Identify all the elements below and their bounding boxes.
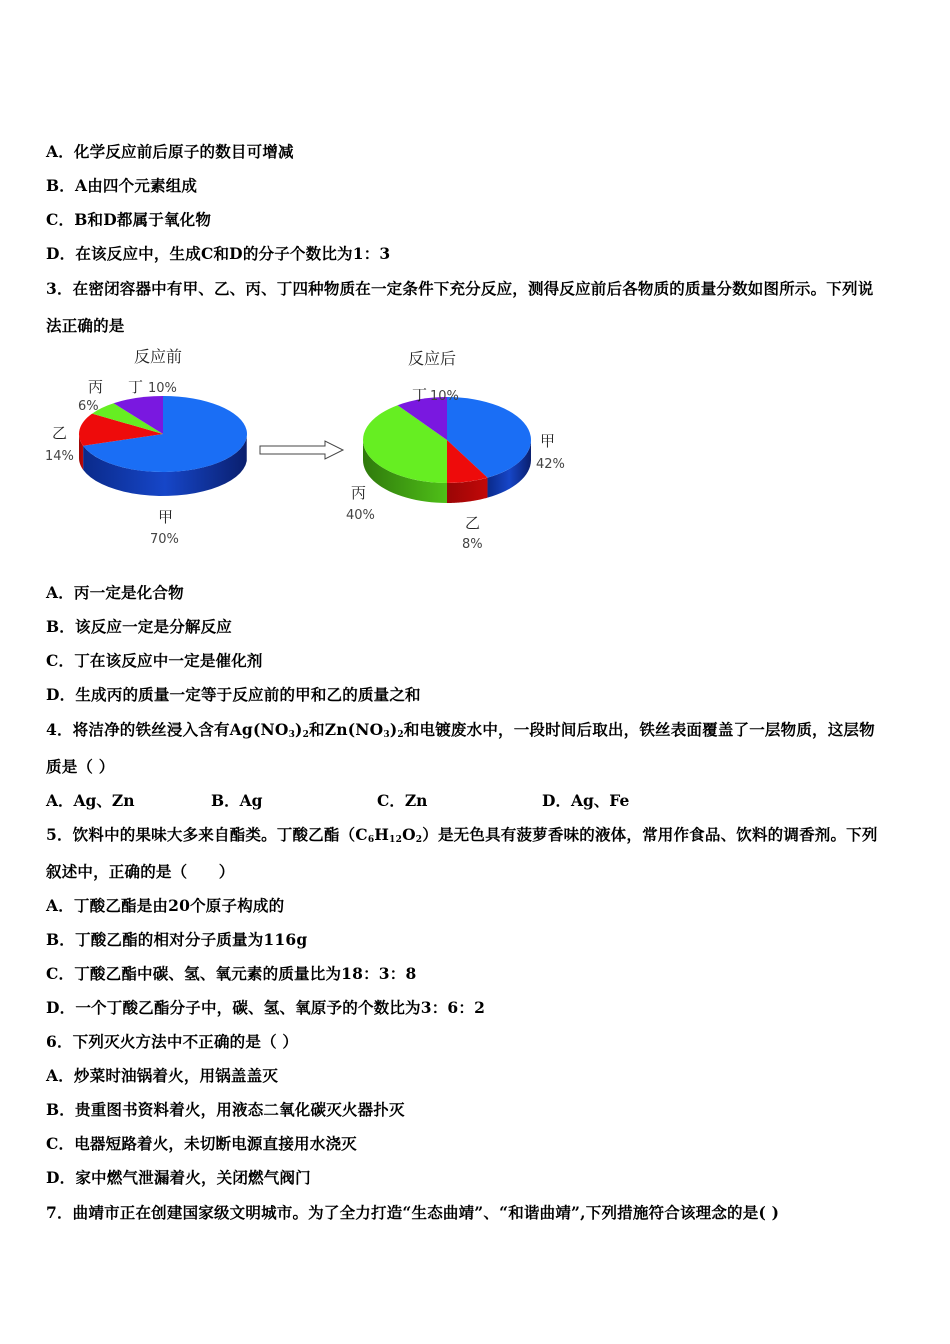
- q3-option-a: A．丙一定是化合物: [46, 583, 184, 602]
- pie-after-value-yi: 8%: [462, 537, 483, 552]
- q4-stem-line2: 质是（ ）: [46, 757, 115, 776]
- q7-stem: 7．曲靖市正在创建国家级文明城市。为了全力打造“生态曲靖”、“和谐曲靖”,下列措施符合该理念的是( ): [46, 1203, 780, 1222]
- q4-option-d: D．Ag、Fe: [542, 791, 630, 810]
- pie-before-value-bing: 6%: [78, 399, 99, 414]
- q6-option-d: D．家中燃气泄漏着火，关闭燃气阀门: [46, 1168, 311, 1187]
- pie-after-value-ding: 10%: [430, 389, 459, 404]
- q2-option-b: B．A由四个元素组成: [46, 176, 198, 195]
- q6-option-b: B．贵重图书资料着火，用液态二氧化碳灭火器扑灭: [46, 1100, 405, 1119]
- pie-before-label-bing: 丙: [88, 378, 104, 396]
- pie-after-label-bing: 丙: [351, 484, 367, 502]
- q4-option-a: A．Ag、Zn: [46, 791, 135, 810]
- q4-stem-line1: 4．将洁净的铁丝浸入含有$Ag(NO_3)_2$和$Zn(NO_3)_2$和电镀废水中，一段时间后取出，铁丝表面覆盖了一层物质，这层物: [46, 720, 875, 740]
- pie-after-label-jia: 甲: [540, 432, 556, 450]
- q2-option-c: C．B和D都属于氧化物: [46, 210, 212, 229]
- arrow-icon: [260, 441, 343, 459]
- pie-before-value-ding: 10%: [148, 381, 177, 396]
- q6-option-c: C．电器短路着火，未切断电源直接用水浇灭: [46, 1134, 357, 1153]
- pie-after-label-yi: 乙: [465, 514, 481, 532]
- pie-after-slices: [363, 397, 531, 483]
- q2-option-a: A．化学反应前后原子的数目可增减: [46, 142, 294, 161]
- pie-after-title: 反应后: [407, 349, 457, 368]
- q3-option-c: C．丁在该反应中一定是催化剂: [46, 651, 263, 670]
- pie-before-label-jia: 甲: [158, 508, 174, 526]
- pie-before-value-jia: 70%: [150, 532, 179, 547]
- q4-option-c: C．Zn: [377, 791, 428, 810]
- q6-stem: 6．下列灭火方法中不正确的是（ ）: [46, 1032, 299, 1051]
- pie-before-value-yi: 14%: [45, 449, 74, 464]
- pie-after-value-jia: 42%: [536, 457, 565, 472]
- pie-after-value-bing: 40%: [346, 508, 375, 523]
- q3-stem-line2: 法正确的是: [46, 316, 125, 335]
- q5-option-c: C．丁酸乙酯中碳、氢、氧元素的质量比为18：3：8: [46, 964, 417, 983]
- q5-option-d: D．一个丁酸乙酯分子中，碳、氢、氧原予的个数比为3：6：2: [46, 998, 486, 1017]
- q3-option-d: D．生成丙的质量一定等于反应前的甲和乙的质量之和: [46, 685, 421, 704]
- pie-before-title: 反应前: [133, 347, 183, 366]
- pie-before-slices: [79, 396, 247, 472]
- pie-charts-svg: [40, 340, 580, 560]
- q3-stem-line1: 3．在密闭容器中有甲、乙、丙、丁四种物质在一定条件下充分反应，测得反应前后各物质的质量分数如图所示。下列说: [46, 279, 874, 298]
- pie-before-label-ding: 丁: [128, 378, 144, 396]
- q2-option-d: D．在该反应中，生成C和D的分子个数比为1：3: [46, 244, 391, 263]
- q5-stem-line1: 5．饮料中的果味大多来自酯类。丁酸乙酯$(C_6H_{12}O_2)$是无色具有菠萝香味的液体，常用作食品、饮料的调香剂。下列: [46, 825, 878, 845]
- q6-option-a: A．炒菜时油锅着火，用锅盖盖灭: [46, 1066, 279, 1085]
- pie-before-label-yi: 乙: [52, 424, 68, 442]
- q4-option-b: B．Ag: [211, 791, 263, 810]
- pie-chart-figure: [40, 340, 580, 560]
- q5-option-b: B．丁酸乙酯的相对分子质量为116g: [46, 930, 308, 949]
- q5-option-a: A．丁酸乙酯是由20个原子构成的: [46, 896, 285, 915]
- q3-option-b: B．该反应一定是分解反应: [46, 617, 233, 636]
- pie-after-label-ding: 丁: [412, 386, 428, 404]
- q5-stem-line2: 叙述中，正确的是（ ）: [46, 862, 235, 881]
